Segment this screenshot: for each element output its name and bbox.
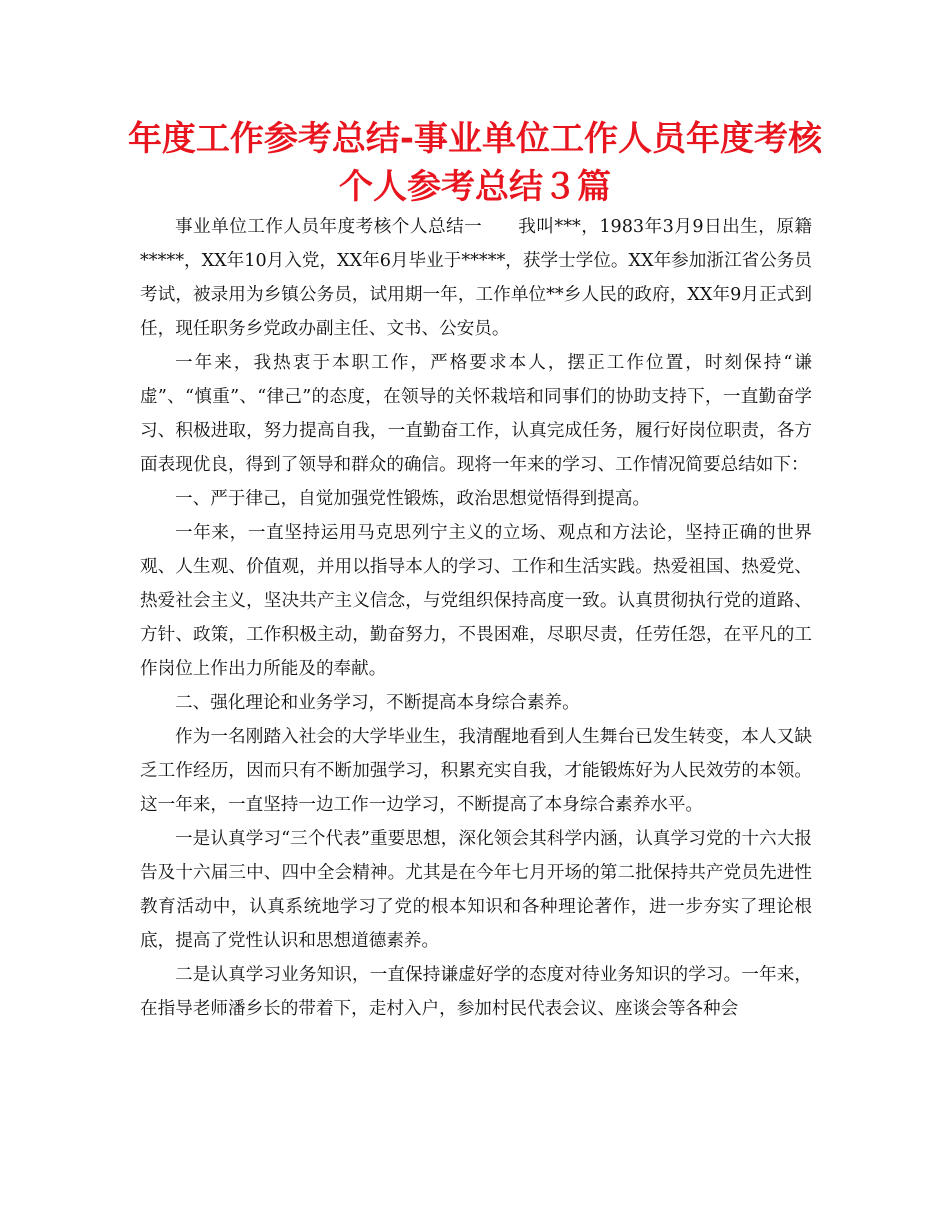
paragraph-overview: 一年来，我热衷于本职工作，严格要求本人，摆正工作位置，时刻保持“谦虚”、“慎重”、“律己”的态度，在领导的关怀栽培和同事们的协助支持下，一直勤奋学习、积极进取，努力提高自我，一直勤奋工作，认真完成任务，履行好岗位职责，各方面表现优良，得到了领导和群众的确信。现将一年来的学习、工作情况简要总结如下： (140, 353, 812, 475)
paragraph-political: 一年来，一直坚持运用马克思列宁主义的立场、观点和方法论，坚持正确的世界观、人生观、价值观，并用以指导本人的学习、工作和生活实践。热爱祖国、热爱党、热爱社会主义，坚决共产主义信念，与党组织保持高度一致。认真贯彻执行党的道路、方针、政策，工作积极主动，勤奋努力，不畏困难，尽职尽责，任劳任怨，在平凡的工作岗位上作出力所能及的奉献。 (140, 523, 812, 679)
paragraph-theory: 一是认真学习“三个代表”重要思想，深化领会其科学内涵，认真学习党的十六大报告及十六届三中、四中全会精神。尤其是在今年七月开场的第二批保持共产党员先进性教育活动中，认真系统地学习了党的根本知识和各种理论著作，进一步夯实了理论根底，提高了党性认识和思想道德素养。 (140, 829, 812, 951)
paragraph-business: 二是认真学习业务知识，一直保持谦虚好学的态度对待业务知识的学习。一年来，在指导老师潘乡长的带着下，走村入户，参加村民代表会议、座谈会等各种会 (140, 965, 812, 1019)
section-heading-2: 二、强化理论和业务学习，不断提高本身综合素养。 (175, 693, 580, 713)
document-title: 年度工作参考总结-事业单位工作人员年度考核个人参考总结３篇 (127, 119, 823, 207)
document-body (140, 210, 812, 1026)
paragraph-intro: 事业单位工作人员年度考核个人总结一 我叫***，1983年3月9日出生，原籍*****，XX年10月入党，XX年6月毕业于*****，获学士学位。XX年参加浙江省公务员考试，被录用为乡镇公务员，试用期一年，工作单位**乡人民的政府，XX年9月正式到任，现任职务乡党政办副主任、文书、公安员。 (140, 217, 812, 339)
paragraph-study: 作为一名刚踏入社会的大学毕业生，我清醒地看到人生舞台已发生转变，本人又缺乏工作经历，因而只有不断加强学习，积累充实自我，才能锻炼好为人民效劳的本领。这一年来，一直坚持一边工作一边学习，不断提高了本身综合素养水平。 (140, 727, 812, 815)
section-heading-1: 一、严于律己，自觉加强党性锻炼，政治思想觉悟得到提高。 (175, 489, 651, 509)
